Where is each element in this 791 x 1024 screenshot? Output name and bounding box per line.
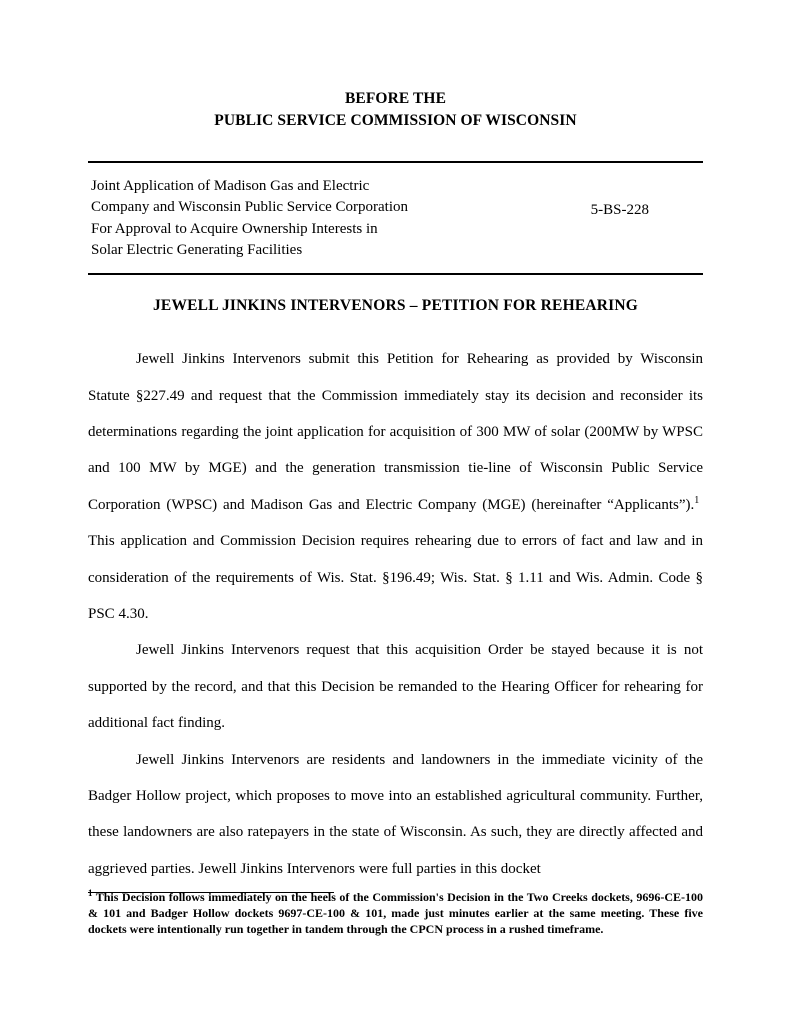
caption-line-4: Solar Electric Generating Facilities	[91, 241, 303, 258]
header-line-2: PUBLIC SERVICE COMMISSION OF WISCONSIN	[214, 112, 577, 129]
paragraph-1-text-b: This application and Commission Decision requires rehearing due to errors of fact and law and in consideration of the requirements of Wis. Stat. §196.49; Wis. Stat. § 1.11 and Wis. Admin. Code § PSC 4.30.	[88, 533, 703, 623]
footnote-reference-1: 1	[694, 494, 700, 506]
caption-line-1: Joint Application of Madison Gas and Electric	[91, 178, 370, 194]
caption-line-3: For Approval to Acquire Ownership Interests in	[91, 220, 378, 237]
document-title: JEWELL JINKINS INTERVENORS – PETITION FOR REHEARING	[152, 297, 639, 315]
footnote-text: This Decision follows immediately on the heels of the Commission's Decision in the Two Creeks dockets, 9696-CE-100 & 101 and Badger Hollow dockets 9697-CE-100 & 101, made just minutes earlier at the same meeting. These five dockets were intentionally run together in tandem through the CPCN process in a rushed timeframe.	[88, 890, 703, 936]
caption-party-lines	[91, 176, 506, 261]
paragraph-1	[88, 341, 703, 632]
horizontal-rule-bottom	[88, 273, 703, 275]
document-header	[88, 88, 703, 132]
document-body	[88, 341, 703, 887]
document-content	[88, 0, 703, 887]
footnote-marker: 1	[88, 888, 93, 898]
paragraph-2: Jewell Jinkins Intervenors request that this acquisition Order be stayed because it is not supported by the record, and that this Decision be remanded to the Hearing Officer for rehearing for additional fact finding.	[88, 642, 703, 732]
paragraph-1-text-a: Jewell Jinkins Intervenors submit this Petition for Rehearing as provided by Wisconsin Statute §227.49 and request that the Commission immediately stay its decision and reconsider its determinations regarding the joint application for acquisition of 300 MW of solar (200MW by WPSC and 100 MW by MGE) and the generation transmission tie-line of Wisconsin Public Service Corporation (WPSC) and Madison Gas and Electric Company (MGE) (hereinafter “Applicants”).	[88, 351, 703, 513]
header-line-1: BEFORE THE	[344, 90, 447, 107]
paragraph-3: Jewell Jinkins Intervenors are residents and landowners in the immediate vicinity of the Badger Hollow project, which proposes to move into an established agricultural community. Further, these landowners are also ratepayers in the state of Wisconsin. As such, they are directly affected and aggrieved parties. Jewell Jinkins Intervenors were full parties in this docket	[88, 751, 703, 877]
footnote-1	[88, 890, 703, 937]
caption-line-2: Company and Wisconsin Public Service Corporation	[91, 199, 408, 216]
docket-number: 5-BS-228	[590, 202, 649, 218]
case-caption	[88, 163, 703, 273]
